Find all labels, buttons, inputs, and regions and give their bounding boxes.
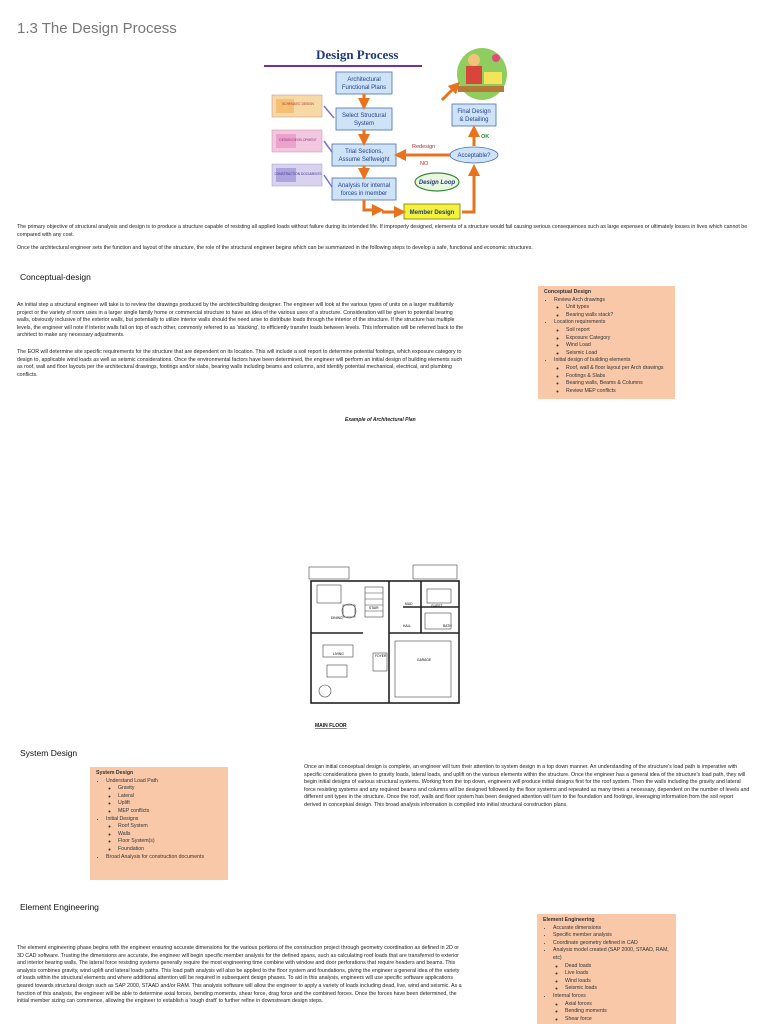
- page-title: 1.3 The Design Process: [17, 20, 177, 37]
- box-list-item: • Analysis model created (SAP 2000, STAAD, RAM, etc) ◦ Dead loads ◦ Live loads ◦ Wind loads ◦ Seismic loads: [553, 947, 670, 993]
- svg-text:DESIGN DEVELOPMENT: DESIGN DEVELOPMENT: [279, 138, 317, 142]
- svg-text:FOYER: FOYER: [375, 654, 387, 658]
- no-label: NO: [420, 161, 429, 167]
- box-sub-item: ◦ Roof, wall & floor layout per Arch drawings: [566, 365, 669, 373]
- element-engineering-box: [537, 914, 676, 1024]
- box-sub-item: ◦ Review MEP conflicts: [566, 388, 669, 396]
- svg-text:SCHEMATIC DESIGN: SCHEMATIC DESIGN: [282, 102, 314, 106]
- box-list: [543, 925, 670, 1024]
- svg-text:Trial Sections,: Trial Sections,: [345, 149, 383, 155]
- redesign-label: Redesign: [412, 144, 436, 150]
- box-sub-item: ◦ MEP conflicts: [118, 808, 222, 816]
- conceptual-paragraph-1: An initial step a structural engineer will take is to review the drawings produced by the architect/building designer. The engineer will look at the various types of units on a larger multifamily project or the variety of room uses in a larger single family home or commercial structure to have an idea of the various uses of a structure. Consideration will be given to potential bearing walls, obviously inclusive of the exterior walls, but potentially to utilize interior walls should the need arise to distribute loads through the interior of the structure. If the structure has multiple levels, the engineer will note if interior walls fall on top of each other, commonly referred to as 'stacking', to efficiently transfer loads between levels. This information will be referred back to the architect to make any necessary adjustments.: [17, 302, 464, 339]
- svg-text:GARAGE: GARAGE: [417, 658, 432, 662]
- box-sub-item: ◦ Dead loads: [565, 963, 670, 971]
- svg-text:Architectural: Architectural: [347, 77, 381, 83]
- trial-sections-box: [332, 144, 396, 166]
- system-design-box: [90, 767, 228, 880]
- conceptual-heading: Conceptual-design: [20, 272, 91, 282]
- box-sub-item: ◦ Footings & Slabs: [566, 373, 669, 381]
- box-list-item: • Accurate dimensions: [553, 925, 670, 933]
- box-sub-item: ◦ Gravity: [118, 785, 222, 793]
- svg-text:Select Structural: Select Structural: [341, 113, 387, 119]
- schematic-design-thumb: [272, 95, 322, 117]
- svg-text:LIVING: LIVING: [333, 652, 344, 656]
- floor-plan-image: [303, 561, 466, 731]
- box-list-item: • Understand Load Path ◦ Gravity ◦ Lateral ◦ Uplift ◦ MEP conflicts: [106, 778, 222, 816]
- box-title: System Design: [96, 770, 134, 776]
- box-list-item: • Coordinate geometry defined in CAD: [553, 940, 670, 948]
- analysis-box: [332, 178, 396, 200]
- box-sub-item: ◦ Walls: [118, 831, 222, 839]
- select-system-box: [336, 108, 392, 130]
- box-sub-item: ◦ Seismic loads: [565, 985, 670, 993]
- box-sub-item: ◦ Wind loads: [565, 978, 670, 986]
- box-sub-item: ◦ Shear force: [565, 1016, 670, 1024]
- design-process-diagram: [262, 42, 510, 222]
- box-sub-item: ◦ Bearing walls stack?: [566, 312, 669, 320]
- box-sub-item: ◦ Exposure Category: [566, 335, 669, 343]
- svg-text:forces in member: forces in member: [340, 191, 388, 197]
- svg-text:CONSTRUCTION DOCUMENTS: CONSTRUCTION DOCUMENTS: [274, 172, 322, 176]
- box-sub-item: ◦ Bearing walls, Beams & Columns: [566, 380, 669, 388]
- element-heading: Element Engineering: [20, 902, 99, 912]
- svg-text:Acceptable?: Acceptable?: [457, 153, 491, 159]
- box-sub-item: ◦ Floor System(s): [118, 838, 222, 846]
- box-title: Element Engineering: [543, 917, 595, 923]
- box-list-item: • Location requirements ◦ Soil report ◦ Exposure Category ◦ Wind Load ◦ Seismic Load: [554, 319, 669, 357]
- svg-text:Analysis for internal: Analysis for internal: [337, 183, 391, 189]
- system-paragraph: Once an initial conceptual design is complete, an engineer will turn their attention to system design in a top down manner. An understanding of the structure's load path is imperative with specific considerations given to gravity loads, lateral loads, and uplift on the various elements within the structure. Once the engineer has a general idea of the structure's load path, they will begin initial designs of various structural systems. Working from the top down, engineers will produce initial designs first for the roof system. Then the walls including the gravity and lateral force resisting systems and any required beams and columns will be designed followed by the floor systems and repeated as many times a necessary, dependent on the number of levels and different unit types in the structure. Once the roof, walls and floor system has been designed attention will turn to the foundation and footings, leveraging information from the soil report derived in conceptual design. This broad analysis information is compiled into initial structural construction plans.: [304, 764, 750, 808]
- box-list-item: • Internal forces ◦ Axial forces ◦ Bending moments ◦ Shear force: [553, 993, 670, 1023]
- svg-text:Functional Plans: Functional Plans: [341, 85, 387, 91]
- ok-label: OK: [481, 134, 490, 140]
- box-sub-item: ◦ Seismic Load: [566, 350, 669, 358]
- svg-text:System: System: [353, 121, 375, 127]
- box-sub-item: ◦ Lateral: [118, 793, 222, 801]
- box-list: [96, 778, 222, 862]
- box-sub-item: ◦ Bending moments: [565, 1008, 670, 1016]
- plan-caption: Example of Architectural Plan: [345, 417, 416, 423]
- box-list-item: • Broad Analysis for construction documents: [106, 854, 222, 862]
- box-list-item: • Initial Designs ◦ Roof System ◦ Walls ◦ Floor System(s) ◦ Foundation: [106, 816, 222, 854]
- conceptual-paragraph-2: The EOR will determine site specific requirements for the structure that are dependent on its location. This will include a soil report to determine potential footings, which exposure category to design to, applicable wind loads as well as seismic considerations. Once the environmental factors have been determined, the engineer will perform an initial design of building elements such as roof, wall and floor layouts per the architectural drawings, footings and/or slabs, bearing walls including beams and columns, and identify potential mechanical, electrical, and plumbing conflicts.: [17, 349, 463, 378]
- svg-text:MUD: MUD: [405, 602, 413, 606]
- element-paragraph: The element engineering phase begins with the engineer ensuring accurate dimensions for the various portions of the construction project through geometry coordination as defined in 2D or 3D CAD software. Trusting the dimensions are accurate, the engineer will begin specific member analysis for the defined spans, such as calculating roof loads that are transferred to exterior and interior bearing walls. The lateral force resisting systems generally require the most engineering time combine with window and door perforations that require headers and beams. This analysis combines gravity, wind uplift and lateral loads paths. This load path analysis will also be applied to the floor system and foundations, giving the engineer a general idea of the variety of loads within the structural elements and where additional attention will be required in subsequent design phases. To aid in this analysis, engineers will use specific software applications geared towards structural design such as SAP 2000, STAAD and/or RAM. This analysis software will allow the engineer to apply a variety of loads including dead, live, wind and seismic. As a function of this analysis, the engineer will be able to determine axial forces, bending moments, shear force, drag force and the combined forces. Once the forces have been determined, the initial member sizing can commence, allowing the engineer to establish a 'rough draft' to further refine in downstream design steps.: [17, 945, 462, 1005]
- svg-text:Assume Selfweight: Assume Selfweight: [338, 157, 390, 163]
- svg-text:DINING: DINING: [331, 616, 343, 620]
- box-title: Conceptual Design: [544, 289, 591, 295]
- final-design-box: [452, 104, 496, 126]
- conceptual-design-box: [538, 286, 675, 399]
- box-list-item: • Review Arch drawings ◦ Unit types ◦ Bearing walls stack?: [554, 297, 669, 320]
- box-sub-item: ◦ Unit types: [566, 304, 669, 312]
- svg-text:HALL: HALL: [403, 624, 412, 628]
- construction-documents-thumb: [272, 164, 322, 186]
- box-sub-item: ◦ Wind Load: [566, 342, 669, 350]
- box-list-item: • Specific member analysis: [553, 932, 670, 940]
- diagram-title: Design Process: [316, 47, 399, 62]
- box-sub-item: ◦ Roof System: [118, 823, 222, 831]
- box-list: [544, 297, 669, 396]
- intro-paragraph-1: The primary objective of structural analysis and design is to produce a structure capable of resisting all applied loads without failure during its intended life. If improperly designed, elements of a structure would fail causing serious consequences such as large expenses or ultimately losses in lives which cannot be compared with any cost.: [17, 224, 748, 238]
- design-development-thumb: [272, 130, 322, 152]
- svg-text:& Detailing: & Detailing: [459, 117, 489, 123]
- svg-text:STAIR: STAIR: [369, 606, 379, 610]
- member-design-box: [404, 204, 460, 219]
- svg-text:Design Loop: Design Loop: [418, 180, 456, 186]
- box-sub-item: ◦ Uplift: [118, 800, 222, 808]
- box-list-item: • Initial design of building elements ◦ Roof, wall & floor layout per Arch drawings ◦ Footings & Slabs ◦ Bearing walls, Beams & Columns ◦ Review MEP conflicts: [554, 357, 669, 395]
- design-loop-label: [415, 173, 459, 191]
- plan-title: MAIN FLOOR: [315, 723, 347, 729]
- intro-paragraph-2: Once the architectural engineer sets the function and layout of the structure, the role of the structural engineer begins which can be summarized in the following steps to develop a safe, functional and economic structures.: [17, 245, 533, 251]
- svg-text:Final Design: Final Design: [457, 109, 491, 115]
- box-sub-item: ◦ Live loads: [565, 970, 670, 978]
- acceptable-decision: [450, 147, 498, 163]
- box-sub-item: ◦ Foundation: [118, 846, 222, 854]
- system-heading: System Design: [20, 748, 78, 758]
- box-sub-item: ◦ Axial forces: [565, 1001, 670, 1009]
- svg-text:BATH: BATH: [443, 624, 452, 628]
- box-sub-item: ◦ Soil report: [566, 327, 669, 335]
- arch-plans-box: [336, 72, 392, 94]
- engineer-illustration: [457, 48, 507, 100]
- svg-text:Member Design: Member Design: [409, 210, 455, 216]
- svg-text:GUEST: GUEST: [431, 604, 443, 608]
